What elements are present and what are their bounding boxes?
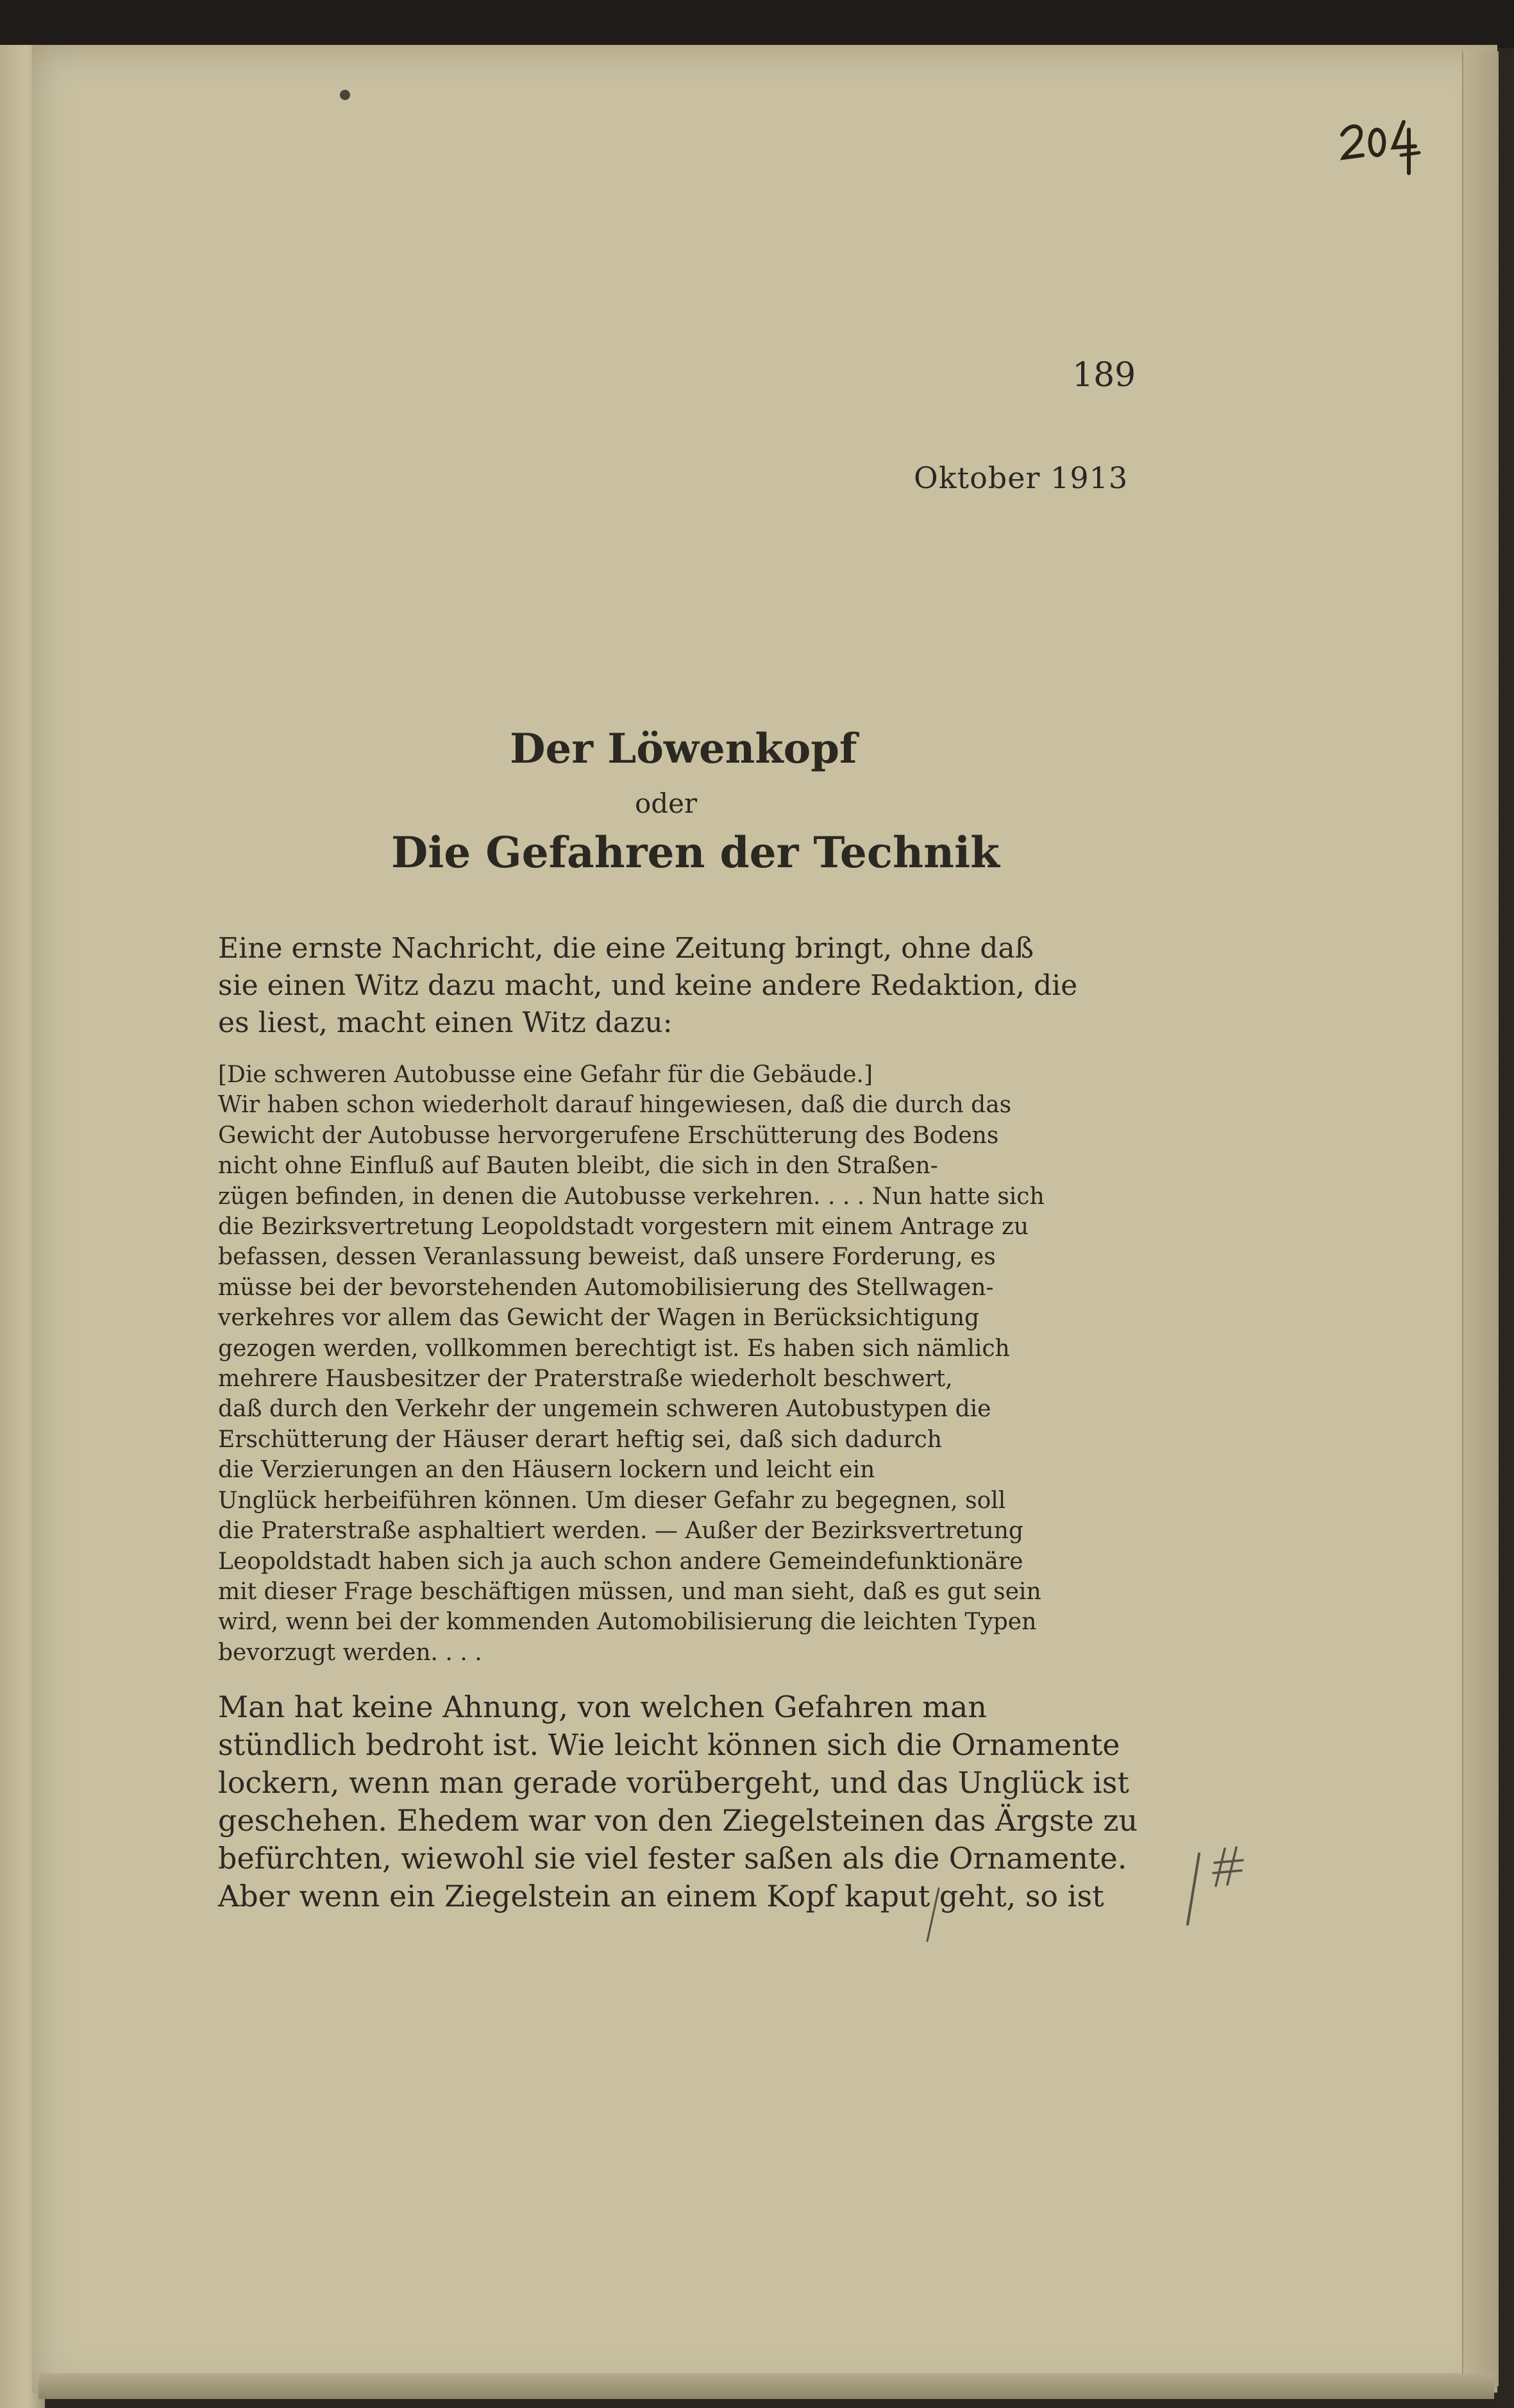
body-line: stündlich bedroht ist. Wie leicht können sich die Ornamente [218,1727,1120,1762]
pencil-slash-mark [923,1886,943,1944]
ink-dot [340,90,350,100]
body-paragraph [218,1688,1141,1915]
scan-background [0,0,1514,48]
quote-line: zügen befinden, in denen die Autobusse verkehren. . . . Nun hatte sich [218,1183,1045,1210]
quote-line: die Praterstraße asphaltiert werden. — Außer der Bezirksvertretung [218,1518,1023,1545]
quote-line: die Verzierungen an den Häusern lockern und leicht ein [218,1457,875,1484]
intro-line: es liest, macht einen Witz dazu: [218,1006,673,1039]
quote-line: müsse bei der bevorstehenden Automobilisierung des Stellwagen- [218,1274,994,1301]
quote-line: Erschütterung der Häuser derart heftig sei, daß sich dadurch [218,1426,942,1453]
quote-line: befassen, dessen Veranlassung beweist, daß unsere Forderung, es [218,1244,996,1271]
quote-line: wird, wenn bei der kommenden Automobilisierung die leichten Typen [218,1609,1037,1636]
intro-line: sie einen Witz dazu macht, und keine andere Redaktion, die [218,969,1078,1002]
quoted-news-item [218,1060,1141,1668]
issue-date: Oktober 1913 [914,461,1129,495]
quote-line: Gewicht der Autobusse hervorgerufene Erschütterung des Bodens [218,1122,999,1149]
body-line: befürchten, wiewohl sie viel fester saßen als die Ornamente. [218,1841,1127,1876]
intro-line: Eine ernste Nachricht, die eine Zeitung bringt, ohne daß [218,932,1034,965]
article-subtitle: Die Gefahren der Technik [391,827,1000,878]
quote-line: nicht ohne Einfluß auf Bauten bleibt, die sich in den Straßen- [218,1153,938,1180]
quote-line: gezogen werden, vollkommen berechtigt ist. Es haben sich nämlich [218,1335,1010,1362]
page-number: 189 [1072,356,1136,394]
handwritten-archive-number [1337,115,1427,180]
body-line: geschehen. Ehedem war von den Ziegelsteinen das Ärgste zu [218,1803,1138,1838]
quote-line: Wir haben schon wiederholt darauf hingewiesen, daß die durch das [218,1092,1012,1119]
title-connector: oder [635,788,698,819]
quote-line: die Bezirksvertretung Leopoldstadt vorgestern mit einem Antrage zu [218,1214,1029,1241]
intro-paragraph [218,930,1154,1042]
margin-pencil-annotation [1180,1841,1270,1931]
quote-line: bevorzugt werden. . . . [218,1639,482,1666]
right-page-edge [1462,51,1499,2386]
body-line: lockern, wenn man gerade vorübergeht, und das Unglück ist [218,1765,1129,1800]
article-title: Der Löwenkopf [510,725,857,773]
body-line: Aber wenn ein Ziegelstein an einem Kopf kaput geht, so ist [218,1879,1104,1913]
bottom-page-edge [38,2373,1494,2399]
body-line: Man hat keine Ahnung, von welchen Gefahren man [218,1690,987,1724]
quote-line: Leopoldstadt haben sich ja auch schon andere Gemeindefunktionäre [218,1548,1023,1575]
quote-line: mehrere Hausbesitzer der Praterstraße wiederholt beschwert, [218,1366,953,1393]
quote-line: verkehres vor allem das Gewicht der Wagen in Berücksichtigung [218,1305,980,1332]
quote-line: daß durch den Verkehr der ungemein schweren Autobustypen die [218,1396,991,1423]
quote-line: Unglück herbeiführen können. Um dieser Gefahr zu begegnen, soll [218,1487,1006,1514]
quote-line: mit dieser Frage beschäftigen müssen, und man sieht, daß es gut sein [218,1578,1041,1605]
quote-line: [Die schweren Autobusse eine Gefahr für die Gebäude.] [218,1062,873,1088]
